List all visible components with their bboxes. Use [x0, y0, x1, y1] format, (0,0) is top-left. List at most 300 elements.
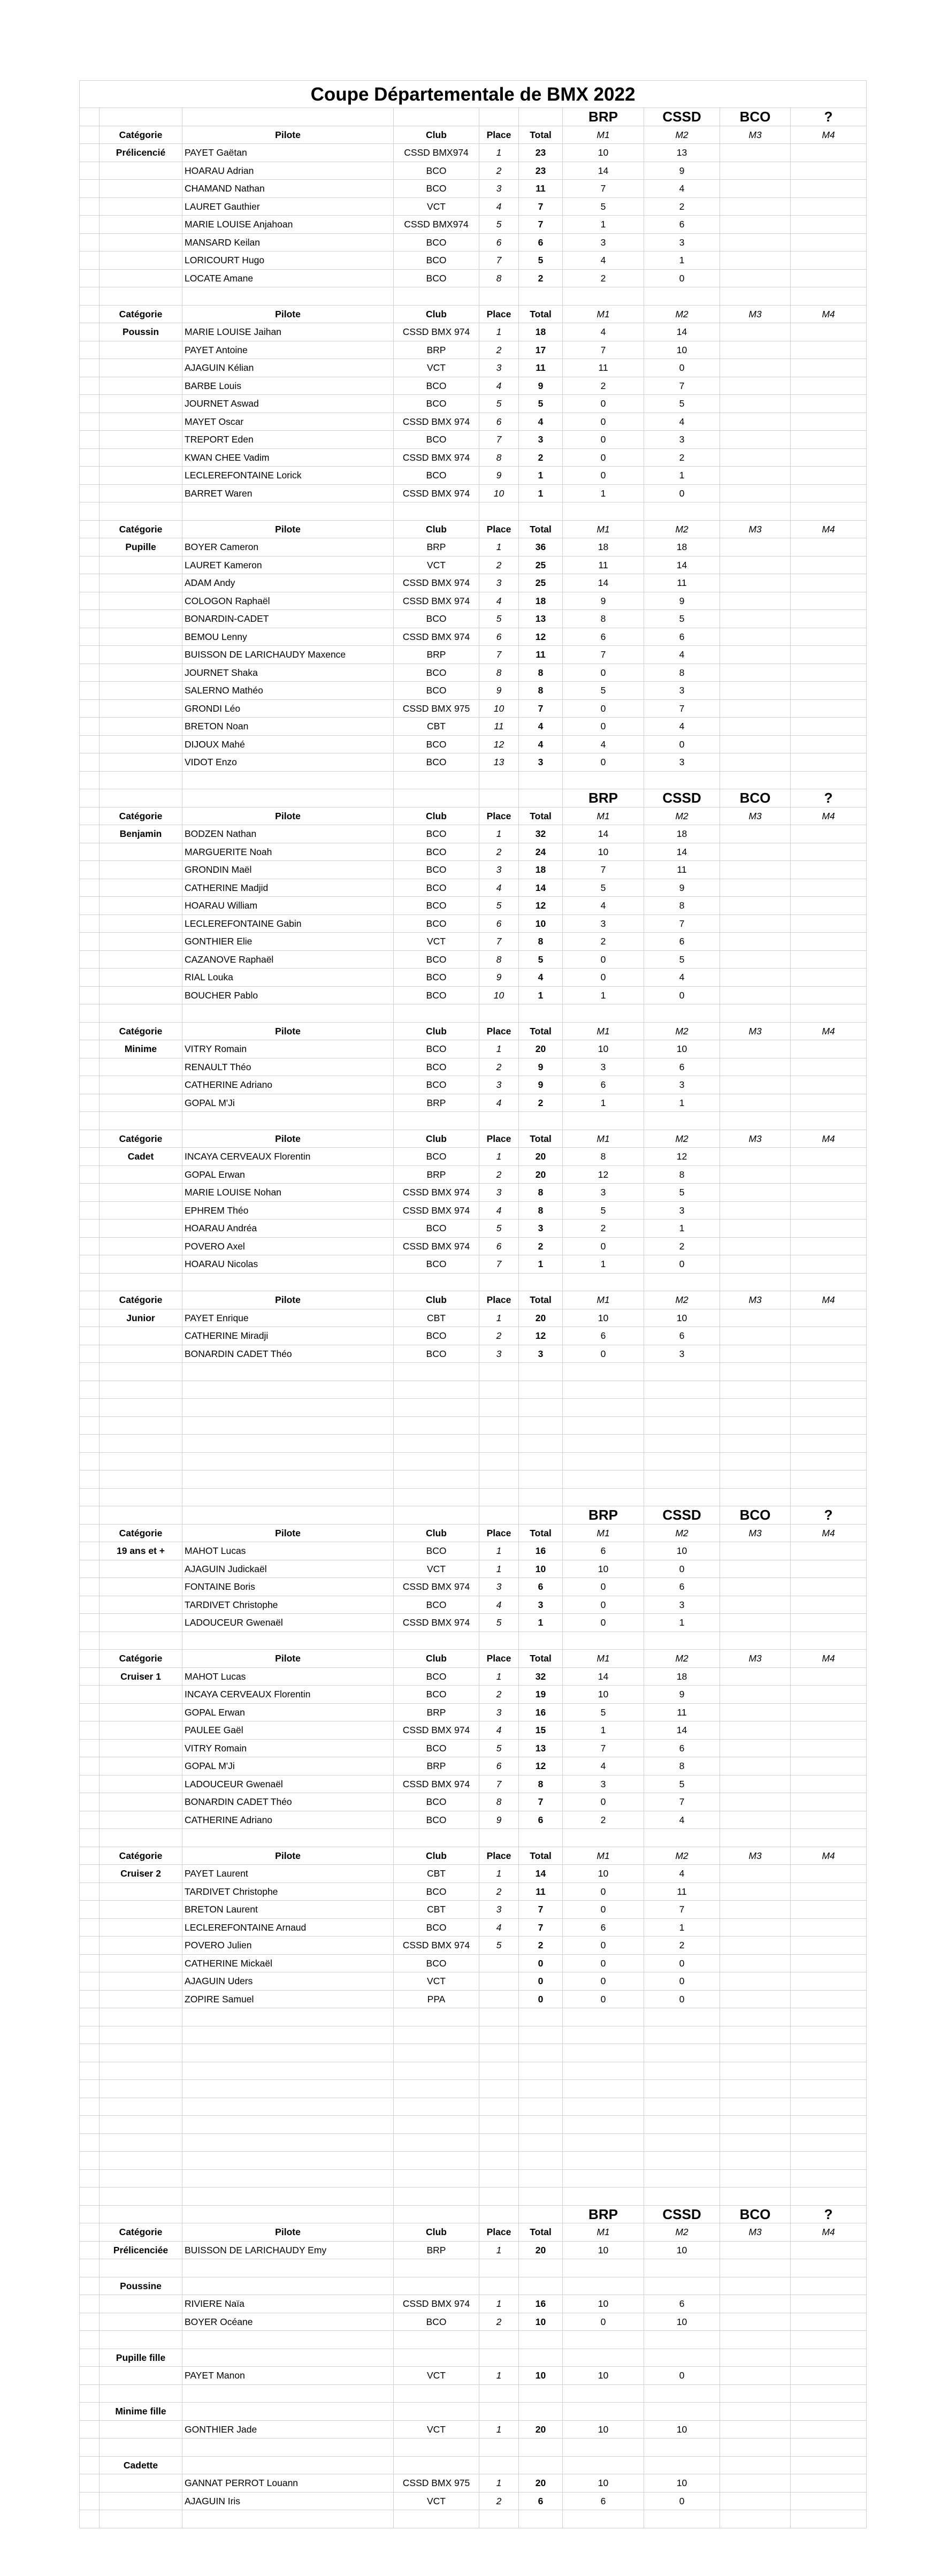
empty-cell: [479, 2385, 519, 2403]
m1-value: 1: [563, 485, 644, 503]
empty-cell: [519, 772, 563, 790]
header-total: Total: [519, 2223, 563, 2242]
m3-value: [720, 1919, 791, 1937]
empty-cell: [519, 2438, 563, 2457]
m4-value: [791, 933, 867, 951]
pilot-name: PAYET Manon: [182, 2367, 394, 2385]
empty-cell: [791, 1112, 867, 1130]
club-header-3: ?: [791, 2206, 867, 2224]
club-name: CSSD BMX 974: [394, 449, 479, 467]
empty-cell: [182, 2116, 394, 2134]
empty-cell: [79, 1435, 100, 1453]
empty-cell: [79, 2062, 100, 2080]
header-m3: M3: [720, 306, 791, 324]
empty-cell: [79, 216, 100, 234]
m4-value: [791, 969, 867, 987]
empty-cell: [100, 2152, 182, 2170]
total-value: 12: [519, 1327, 563, 1345]
category-name: [100, 198, 182, 216]
table-row: [79, 1238, 867, 1256]
m2-value: 3: [644, 234, 720, 252]
m1-value: 14: [563, 162, 644, 180]
m1-value: 6: [563, 1327, 644, 1345]
m1-value: 11: [563, 557, 644, 575]
club-name: CBT: [394, 1901, 479, 1919]
club-name: BRP: [394, 1094, 479, 1112]
empty-cell: [79, 144, 100, 162]
pilot-name: BONARDIN CADET Théo: [182, 1345, 394, 1363]
empty-cell: [644, 2008, 720, 2026]
empty-cell: [644, 287, 720, 306]
club-name: CSSD BMX 974: [394, 323, 479, 341]
total-value: 18: [519, 323, 563, 341]
empty-cell: [79, 1076, 100, 1094]
empty-cell: [563, 2080, 644, 2098]
m3-value: [720, 234, 791, 252]
club-name: BCO: [394, 1058, 479, 1077]
empty-row: [79, 2170, 867, 2188]
empty-cell: [394, 1470, 479, 1489]
m3-value: [720, 1811, 791, 1830]
m3-value: [720, 395, 791, 413]
m2-value: 8: [644, 664, 720, 682]
empty-cell: [394, 502, 479, 521]
m3-value: [720, 933, 791, 951]
empty-cell: [100, 789, 182, 807]
empty-cell: [563, 2277, 644, 2296]
empty-cell: [79, 485, 100, 503]
place-value: 6: [479, 413, 519, 431]
club-name: BCO: [394, 1883, 479, 1901]
m4-value: [791, 1309, 867, 1328]
empty-cell: [720, 1381, 791, 1399]
pilot-name: LOCATE Amane: [182, 270, 394, 288]
m2-value: 10: [644, 1309, 720, 1328]
empty-cell: [479, 2026, 519, 2045]
table-row: [79, 1775, 867, 1794]
m4-value: [791, 180, 867, 198]
category-name: [100, 700, 182, 718]
empty-cell: [79, 270, 100, 288]
empty-cell: [479, 1435, 519, 1453]
empty-cell: [479, 2277, 519, 2296]
category-name: [100, 2367, 182, 2385]
empty-cell: [79, 1309, 100, 1328]
place-value: 1: [479, 1560, 519, 1579]
total-value: 18: [519, 861, 563, 879]
m1-value: 10: [563, 2474, 644, 2493]
empty-cell: [100, 1489, 182, 1507]
m4-value: [791, 234, 867, 252]
m3-value: [720, 1578, 791, 1596]
total-value: 2: [519, 449, 563, 467]
category-name: [100, 1704, 182, 1722]
empty-cell: [79, 2188, 100, 2206]
m3-value: [720, 1775, 791, 1794]
empty-row: [79, 2116, 867, 2134]
club-name: CBT: [394, 718, 479, 736]
m3-value: [720, 1757, 791, 1775]
m4-value: [791, 574, 867, 592]
empty-cell: [182, 2170, 394, 2188]
m2-value: 8: [644, 1166, 720, 1184]
header-pilote: Pilote: [182, 1023, 394, 1041]
table-row: [79, 1560, 867, 1579]
header-m4: M4: [791, 1847, 867, 1865]
empty-cell: [394, 2188, 479, 2206]
empty-cell: [79, 1255, 100, 1274]
m1-value: 4: [563, 251, 644, 270]
category-name: [100, 1901, 182, 1919]
club-header-2: BCO: [720, 2206, 791, 2224]
table-row: [79, 431, 867, 449]
place-value: 10: [479, 700, 519, 718]
empty-cell: [394, 2062, 479, 2080]
empty-cell: [100, 772, 182, 790]
empty-cell: [519, 2080, 563, 2098]
empty-cell: [394, 789, 479, 807]
empty-cell: [100, 2331, 182, 2349]
m3-value: [720, 1094, 791, 1112]
m3-value: [720, 951, 791, 969]
total-value: 20: [519, 2242, 563, 2260]
m4-value: [791, 2242, 867, 2260]
header-m4: M4: [791, 1650, 867, 1668]
category-name: [100, 1094, 182, 1112]
total-value: 12: [519, 628, 563, 646]
total-value: 1: [519, 467, 563, 485]
empty-cell: [479, 2206, 519, 2224]
column-header-row: [79, 1650, 867, 1668]
pilot-name: GRONDIN Maël: [182, 861, 394, 879]
pilot-name: BARRET Waren: [182, 485, 394, 503]
empty-cell: [720, 2026, 791, 2045]
empty-cell: [644, 1829, 720, 1847]
header-total: Total: [519, 1291, 563, 1309]
m2-value: 5: [644, 395, 720, 413]
m2-value: 1: [644, 467, 720, 485]
m1-value: 2: [563, 1220, 644, 1238]
empty-cell: [644, 2349, 720, 2367]
header-m3: M3: [720, 1847, 791, 1865]
empty-cell: [182, 1381, 394, 1399]
empty-cell: [563, 1399, 644, 1417]
column-header-row: [79, 2223, 867, 2242]
club-name: BCO: [394, 861, 479, 879]
m4-value: [791, 1076, 867, 1094]
header-total: Total: [519, 521, 563, 539]
total-value: 23: [519, 144, 563, 162]
place-value: 2: [479, 557, 519, 575]
place-value: 7: [479, 933, 519, 951]
empty-cell: [519, 2008, 563, 2026]
empty-cell: [563, 1453, 644, 1471]
m2-value: 0: [644, 987, 720, 1005]
empty-cell: [394, 2170, 479, 2188]
place-value: 1: [479, 144, 519, 162]
empty-cell: [644, 772, 720, 790]
m3-value: [720, 467, 791, 485]
table-row: [79, 180, 867, 198]
empty-row: [79, 2134, 867, 2152]
empty-cell: [79, 1004, 100, 1023]
place-value: 1: [479, 1309, 519, 1328]
club-name: BCO: [394, 1811, 479, 1830]
m3-value: [720, 1238, 791, 1256]
m2-value: 10: [644, 2421, 720, 2439]
m4-value: [791, 1166, 867, 1184]
empty-cell: [563, 287, 644, 306]
m4-value: [791, 216, 867, 234]
m2-value: 14: [644, 1721, 720, 1740]
category-name: [100, 359, 182, 377]
empty-cell: [791, 2438, 867, 2457]
table-row: [79, 2421, 867, 2439]
empty-cell: [791, 2259, 867, 2277]
m2-value: 2: [644, 1937, 720, 1955]
total-value: 11: [519, 359, 563, 377]
empty-row: [79, 2259, 867, 2277]
empty-cell: [79, 843, 100, 862]
category-name: Poussine: [100, 2277, 182, 2296]
m4-value: [791, 646, 867, 664]
place-value: 8: [479, 449, 519, 467]
header-m2: M2: [644, 306, 720, 324]
total-value: 7: [519, 1919, 563, 1937]
pilot-name: LADOUCEUR Gwenaël: [182, 1775, 394, 1794]
empty-cell: [394, 2277, 479, 2296]
pilot-name: MARGUERITE Noah: [182, 843, 394, 862]
place-value: 7: [479, 431, 519, 449]
empty-cell: [644, 2098, 720, 2116]
m4-value: [791, 1811, 867, 1830]
m2-value: 4: [644, 969, 720, 987]
m1-value: 2: [563, 377, 644, 395]
club-header-row: [79, 1506, 867, 1525]
empty-cell: [79, 1094, 100, 1112]
table-row: [79, 359, 867, 377]
place-value: 7: [479, 1255, 519, 1274]
empty-cell: [100, 2206, 182, 2224]
table-row: [79, 2242, 867, 2260]
empty-cell: [79, 2206, 100, 2224]
club-name: CSSD BMX 974: [394, 1184, 479, 1202]
club-header-0: BRP: [563, 2206, 644, 2224]
total-value: 5: [519, 251, 563, 270]
m4-value: [791, 557, 867, 575]
total-value: 4: [519, 718, 563, 736]
m4-value: [791, 251, 867, 270]
m3-value: [720, 682, 791, 700]
m2-value: 5: [644, 1775, 720, 1794]
club-name: BCO: [394, 664, 479, 682]
club-name: BCO: [394, 825, 479, 843]
empty-cell: [519, 1112, 563, 1130]
empty-cell: [79, 789, 100, 807]
header-m3: M3: [720, 807, 791, 826]
empty-cell: [79, 1811, 100, 1830]
empty-cell: [519, 2206, 563, 2224]
m4-value: [791, 1955, 867, 1973]
header-place: Place: [479, 306, 519, 324]
place-value: 9: [479, 682, 519, 700]
pilot-name: CATHERINE Adriano: [182, 1076, 394, 1094]
empty-row: [79, 1632, 867, 1650]
m1-value: 2: [563, 933, 644, 951]
club-name: BCO: [394, 1919, 479, 1937]
m3-value: [720, 879, 791, 897]
empty-cell: [394, 1004, 479, 1023]
empty-row: [79, 2385, 867, 2403]
total-value: 6: [519, 2493, 563, 2511]
empty-cell: [720, 2170, 791, 2188]
empty-cell: [182, 1453, 394, 1471]
m3-value: [720, 1148, 791, 1166]
header-total: Total: [519, 1525, 563, 1543]
empty-cell: [791, 2403, 867, 2421]
place-value: 5: [479, 897, 519, 915]
m1-value: 12: [563, 1166, 644, 1184]
header-m3: M3: [720, 521, 791, 539]
category-name: [100, 2313, 182, 2331]
empty-cell: [79, 1865, 100, 1883]
empty-cell: [519, 1632, 563, 1650]
club-name: BCO: [394, 1542, 479, 1560]
m4-value: [791, 861, 867, 879]
empty-cell: [479, 2098, 519, 2116]
m4-value: [791, 592, 867, 611]
category-name: [100, 1184, 182, 1202]
table-row: [79, 825, 867, 843]
empty-cell: [394, 1632, 479, 1650]
m4-value: [791, 538, 867, 557]
empty-cell: [79, 2223, 100, 2242]
empty-cell: [79, 1847, 100, 1865]
total-value: 2: [519, 270, 563, 288]
table-row: [79, 843, 867, 862]
empty-cell: [79, 1345, 100, 1363]
category-name: [100, 1614, 182, 1632]
empty-cell: [563, 2349, 644, 2367]
m1-value: 5: [563, 1704, 644, 1722]
pilot-name: MARIE LOUISE Anjahoan: [182, 216, 394, 234]
m4-value: [791, 1094, 867, 1112]
table-row: [79, 1704, 867, 1722]
m1-value: 10: [563, 144, 644, 162]
m2-value: 12: [644, 1148, 720, 1166]
place-value: 4: [479, 1202, 519, 1220]
empty-row: [79, 1489, 867, 1507]
m4-value: [791, 1614, 867, 1632]
total-value: 7: [519, 700, 563, 718]
table-row: [79, 933, 867, 951]
empty-cell: [720, 2152, 791, 2170]
empty-cell: [479, 2044, 519, 2062]
empty-cell: [791, 1470, 867, 1489]
place-value: 1: [479, 2367, 519, 2385]
m2-value: 9: [644, 162, 720, 180]
empty-cell: [79, 825, 100, 843]
header-m1: M1: [563, 1847, 644, 1865]
empty-cell: [644, 2188, 720, 2206]
m1-value: 10: [563, 1560, 644, 1579]
m4-value: [791, 1560, 867, 1579]
place-value: 10: [479, 485, 519, 503]
place-value: 3: [479, 1076, 519, 1094]
place-value: 2: [479, 2493, 519, 2511]
total-value: 12: [519, 897, 563, 915]
empty-cell: [720, 2331, 791, 2349]
pilot-name: BOYER Cameron: [182, 538, 394, 557]
empty-row: [79, 1363, 867, 1381]
empty-cell: [79, 1238, 100, 1256]
total-value: 13: [519, 610, 563, 628]
club-name: BRP: [394, 1757, 479, 1775]
total-value: 16: [519, 1704, 563, 1722]
empty-cell: [100, 1363, 182, 1381]
category-name: [100, 216, 182, 234]
header-categorie: Catégorie: [100, 1023, 182, 1041]
empty-cell: [563, 1004, 644, 1023]
m3-value: [720, 736, 791, 754]
place-value: 1: [479, 2474, 519, 2493]
total-value: 20: [519, 1148, 563, 1166]
pilot-name: ADAM Andy: [182, 574, 394, 592]
empty-cell: [182, 2259, 394, 2277]
table-row: [79, 1040, 867, 1058]
empty-cell: [791, 1381, 867, 1399]
pilot-name: MARIE LOUISE Nohan: [182, 1184, 394, 1202]
empty-cell: [182, 502, 394, 521]
empty-cell: [79, 2349, 100, 2367]
category-label-row: [79, 2403, 867, 2421]
table-row: [79, 467, 867, 485]
table-row: [79, 2313, 867, 2331]
m2-value: 1: [644, 1094, 720, 1112]
m4-value: [791, 1721, 867, 1740]
m3-value: [720, 1937, 791, 1955]
m1-value: 0: [563, 1972, 644, 1991]
empty-cell: [720, 1417, 791, 1435]
total-value: 11: [519, 1883, 563, 1901]
category-name: [100, 718, 182, 736]
header-place: Place: [479, 2223, 519, 2242]
m4-value: [791, 610, 867, 628]
total-value: 12: [519, 1757, 563, 1775]
empty-cell: [720, 1829, 791, 1847]
empty-cell: [644, 2080, 720, 2098]
empty-cell: [720, 1399, 791, 1417]
m2-value: 7: [644, 700, 720, 718]
m4-value: [791, 718, 867, 736]
total-value: 4: [519, 413, 563, 431]
empty-cell: [79, 306, 100, 324]
club-name: BCO: [394, 1327, 479, 1345]
empty-cell: [563, 1435, 644, 1453]
empty-cell: [79, 2385, 100, 2403]
empty-cell: [644, 1004, 720, 1023]
empty-cell: [182, 2331, 394, 2349]
total-value: 1: [519, 987, 563, 1005]
empty-row: [79, 2026, 867, 2045]
club-name: BCO: [394, 377, 479, 395]
m1-value: 0: [563, 1883, 644, 1901]
m4-value: [791, 413, 867, 431]
pilot-name: LADOUCEUR Gwenaël: [182, 1614, 394, 1632]
club-name: BCO: [394, 1345, 479, 1363]
m3-value: [720, 270, 791, 288]
category-name: [100, 592, 182, 611]
